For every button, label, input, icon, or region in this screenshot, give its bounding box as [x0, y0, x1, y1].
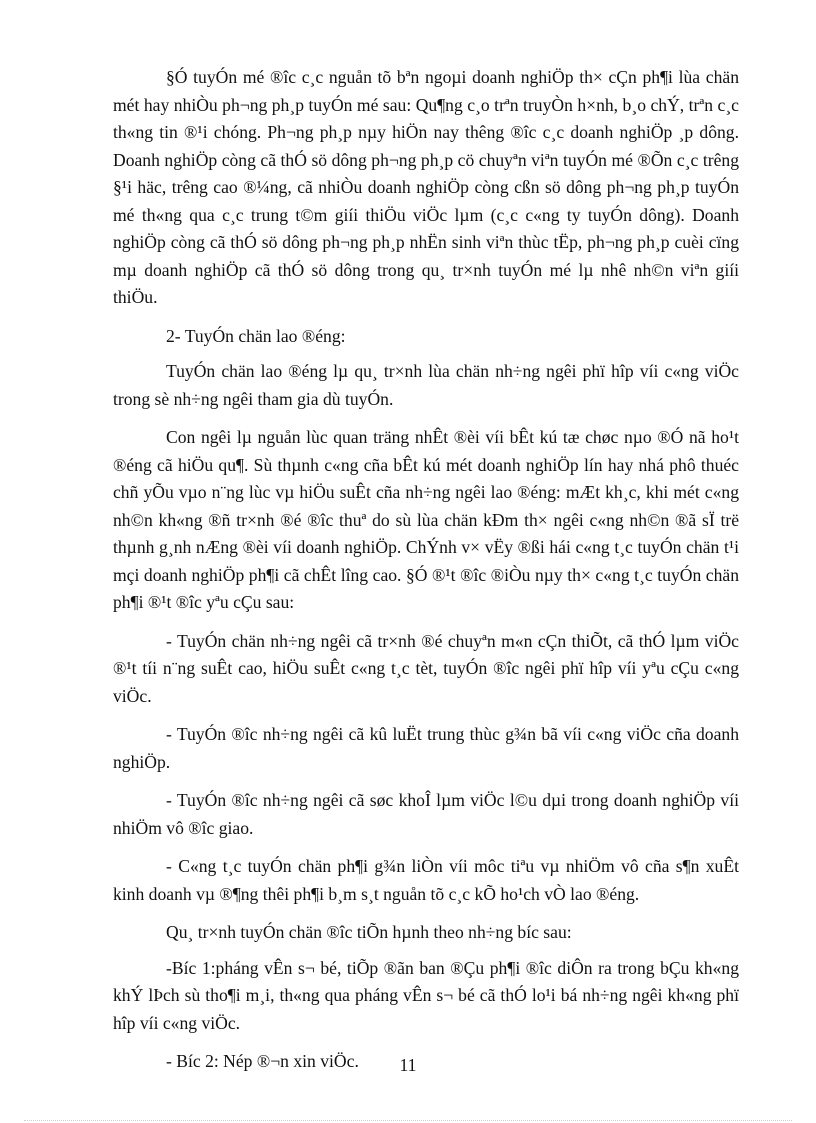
- paragraph-selection-steps-intro: Qu¸ tr×nh tuyÓn chän ®îc tiÕn hµnh theo nh÷ng bíc sau:: [166, 922, 572, 942]
- paragraph-selection-definition: TuyÓn chän lao ®éng lµ qu¸ tr×nh lùa chän nh÷ng ngêi phï hîp víi c«ng viÖc trong sè nh÷ng ngêi tham gia dù tuyÓn.: [113, 361, 739, 409]
- list-item-step-2: - Bíc 2: Nép ®¬n xin viÖc.: [166, 1051, 359, 1071]
- page-number: 11: [399, 1055, 417, 1075]
- body-text: [113, 64, 739, 1087]
- list-item-requirement-2: - TuyÓn ®îc nh÷ng ngêi cã kû luËt trung thùc g¾n bã víi c«ng viÖc cña doanh nghiÖp.: [113, 724, 739, 772]
- list-item-requirement-1: - TuyÓn chän nh÷ng ngêi cã tr×nh ®é chuyªn m«n cÇn thiÕt, cã thÓ lµm viÖc ®¹t tíi n¨ng suÊt cao, hiÖu suÊt c«ng t¸c tèt, tuyÓn ®îc ngêi phï hîp víi yªu cÇu c«ng viÖc.: [113, 630, 739, 706]
- list-item-requirement-4: - C«ng t¸c tuyÓn chän ph¶i g¾n liÒn víi môc tiªu vµ nhiÖm vô cña s¶n xuÊt kinh doanh vµ ®¶ng thêi ph¶i b¸m s¸t nguån tõ c¸c kÕ ho¹ch vÒ lao ®éng.: [113, 856, 739, 904]
- section-heading-selection: 2- TuyÓn chän lao ®éng:: [166, 325, 346, 346]
- list-item-requirement-3: - TuyÓn ®îc nh÷ng ngêi cã søc khoÎ lµm viÖc l©u dµi trong doanh nghiÖp víi nhiÖm vô ®îc giao.: [113, 790, 739, 838]
- paragraph-human-resource-importance: Con ngêi lµ nguån lùc quan träng nhÊt ®èi víi bÊt kú tæ chøc nµo ®Ó nã ho¹t ®éng cã hiÖu qu¶. Sù thµnh c«ng cña bÊt kú mét doanh nghiÖp lín hay nhá phô thuéc chñ yÕu vµo n¨ng lùc vµ hiÖu suÊt cña nh÷ng ngêi lao ®éng: mÆt kh¸c, khi mét c«ng nh©n kh«ng ®ñ tr×nh ®é ®îc thuª do sù lùa chän kÐm th× ngêi c«ng nh©n ®ã sÏ trë thµnh g¸nh nÆng ®èi víi doanh nghiÖp. ChÝnh v× vËy ®ßi hái c«ng t¸c tuyÓn chän t¹i mçi doanh nghiÖp ph¶i cã chÊt lîng cao. §Ó ®¹t ®îc ®iÒu nµy th× c«ng t¸c tuyÓn chän ph¶i ®¹t ®îc yªu cÇu sau:: [113, 427, 739, 612]
- paragraph-recruitment-methods: §Ó tuyÓn mé ®îc c¸c nguån tõ bªn ngoµi doanh nghiÖp th× cÇn ph¶i lùa chän mét hay nhiÒu ph¬ng ph¸p tuyÓn mé sau: Qu¶ng c¸o trªn truyÒn h×nh, b¸o chÝ, trªn c¸c th«ng tin ®¹i chóng. Ph¬ng ph¸p nµy hiÖn nay thêng ®îc c¸c doanh nghiÖp ¸p dông. Doanh nghiÖp còng cã thÓ sö dông ph¬ng ph¸p cö chuyªn viªn tuyÓn mé ®Õn c¸c trêng §¹i häc, trêng cao ®¼ng, cã nhiÒu doanh nghiÖp còng cßn sö dông ph¬ng ph¸p tuyÓn mé th«ng qua c¸c trung t©m giíi thiÖu viÖc lµm (c¸c c«ng ty tuyÓn dông). Doanh nghiÖp còng cã thÓ sö dông ph¬ng ph¸p nhËn sinh viªn thùc tËp, ph¬ng ph¸p cuèi cïng mµ doanh nghiÖp cã thÓ sö dông trong qu¸ tr×nh tuyÓn mé lµ nhê nh©n viªn giíi thiÖu.: [113, 67, 739, 307]
- list-item-step-1: -Bíc 1:pháng vÊn s¬ bé, tiÕp ®ãn ban ®Çu ph¶i ®îc diÔn ra trong bÇu kh«ng khÝ lÞch sù tho¶i m¸i, th«ng qua pháng vÊn s¬ bé cã thÓ lo¹i bá nh÷ng ngêi kh«ng phï hîp víi c«ng viÖc.: [113, 957, 739, 1033]
- footer-divider: [24, 1120, 792, 1121]
